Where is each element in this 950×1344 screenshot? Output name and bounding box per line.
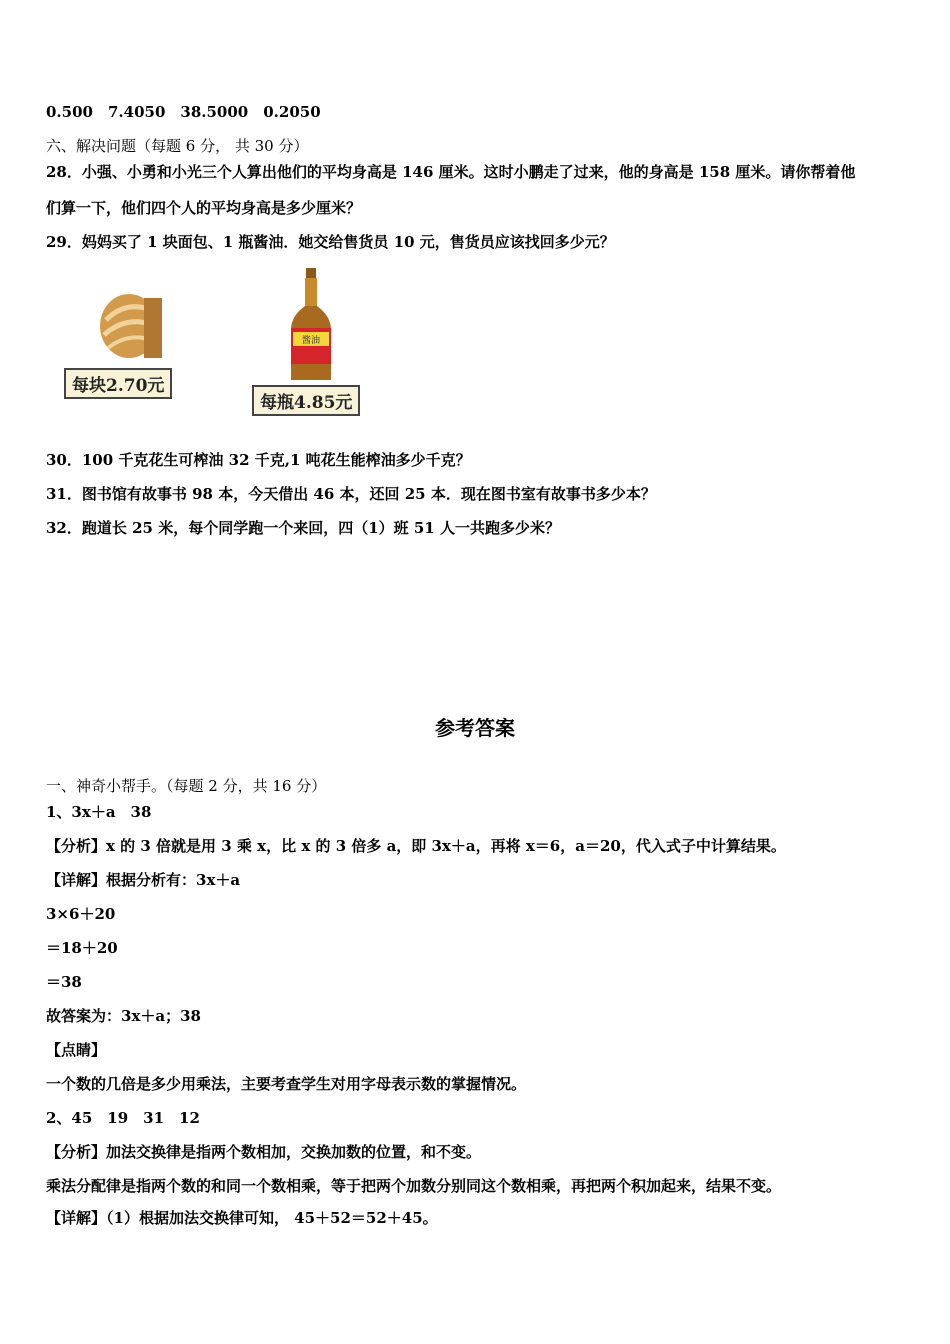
question-30: 30．100 千克花生可榨油 32 千克,1 吨花生能榨油多少千克？ — [46, 451, 471, 469]
answer-1-step3: ＝38 — [46, 973, 82, 991]
answer-1-conclusion: 故答案为：3x＋a；38 — [46, 1007, 201, 1025]
answer-1-detail: 【详解】根据分析有：3x＋a — [46, 871, 241, 889]
bread-price-tag: 每块2.70元 — [64, 368, 172, 399]
answer-1-analysis: 【分析】x 的 3 倍就是用 3 乘 x，比 x 的 3 倍多 a，即 3x＋a，再将 x＝6，a＝20，代入式子中计算结果。 — [46, 837, 786, 855]
shopping-figure — [60, 268, 390, 418]
answers-section-one-heading: 一、神奇小帮手。（每题 2 分，共 16 分） — [46, 777, 327, 795]
question-32: 32．跑道长 25 米，每个同学跑一个来回，四（1）班 51 人一共跑多少米？ — [46, 519, 560, 537]
section-six-heading: 六、解决问题（每题 6 分， 共 30 分） — [46, 137, 309, 155]
bread-image — [96, 290, 166, 360]
answer-2-detail: 【详解】（1）根据加法交换律可知， 45＋52＝52＋45。 — [46, 1209, 438, 1227]
answer-2-analysis-2: 乘法分配律是指两个数的和同一个数相乘，等于把两个加数分别同这个数相乘，再把两个积加起来，结果不变。 — [46, 1177, 782, 1195]
bottle-label: 酱油 — [301, 336, 321, 346]
question-28-line2: 们算一下，他们四个人的平均身高是多少厘米？ — [46, 199, 362, 217]
answer-1-step2: ＝18＋20 — [46, 939, 118, 957]
answer-2-analysis-1: 【分析】加法交换律是指两个数相加，交换加数的位置，和不变。 — [46, 1143, 482, 1161]
decimal-numbers-line: 0.500 7.4050 38.5000 0.2050 — [46, 103, 321, 121]
answer-1-comment: 一个数的几倍是多少用乘法，主要考查学生对用字母表示数的掌握情况。 — [46, 1075, 527, 1093]
soy-sauce-bottle-image — [286, 268, 336, 383]
answer-1-step1: 3×6＋20 — [46, 905, 116, 923]
answer-1-comment-heading: 【点睛】 — [46, 1041, 107, 1059]
bottle-price-tag: 每瓶4.85元 — [252, 385, 360, 416]
answer-1: 1、3x＋a 38 — [46, 803, 152, 821]
question-29: 29．妈妈买了 1 块面包、1 瓶酱油．她交给售货员 10 元，售货员应该找回多少元？ — [46, 233, 615, 251]
answer-2: 2、45 19 31 12 — [46, 1109, 200, 1127]
question-31: 31．图书馆有故事书 98 本，今天借出 46 本，还回 25 本．现在图书室有故事书多少本？ — [46, 485, 656, 503]
question-28-line1: 28．小强、小勇和小光三个人算出他们的平均身高是 146 厘米。这时小鹏走了过来，他的身高是 158 厘米。请你帮着他 — [46, 163, 856, 181]
answers-title: 参考答案 — [435, 716, 515, 740]
